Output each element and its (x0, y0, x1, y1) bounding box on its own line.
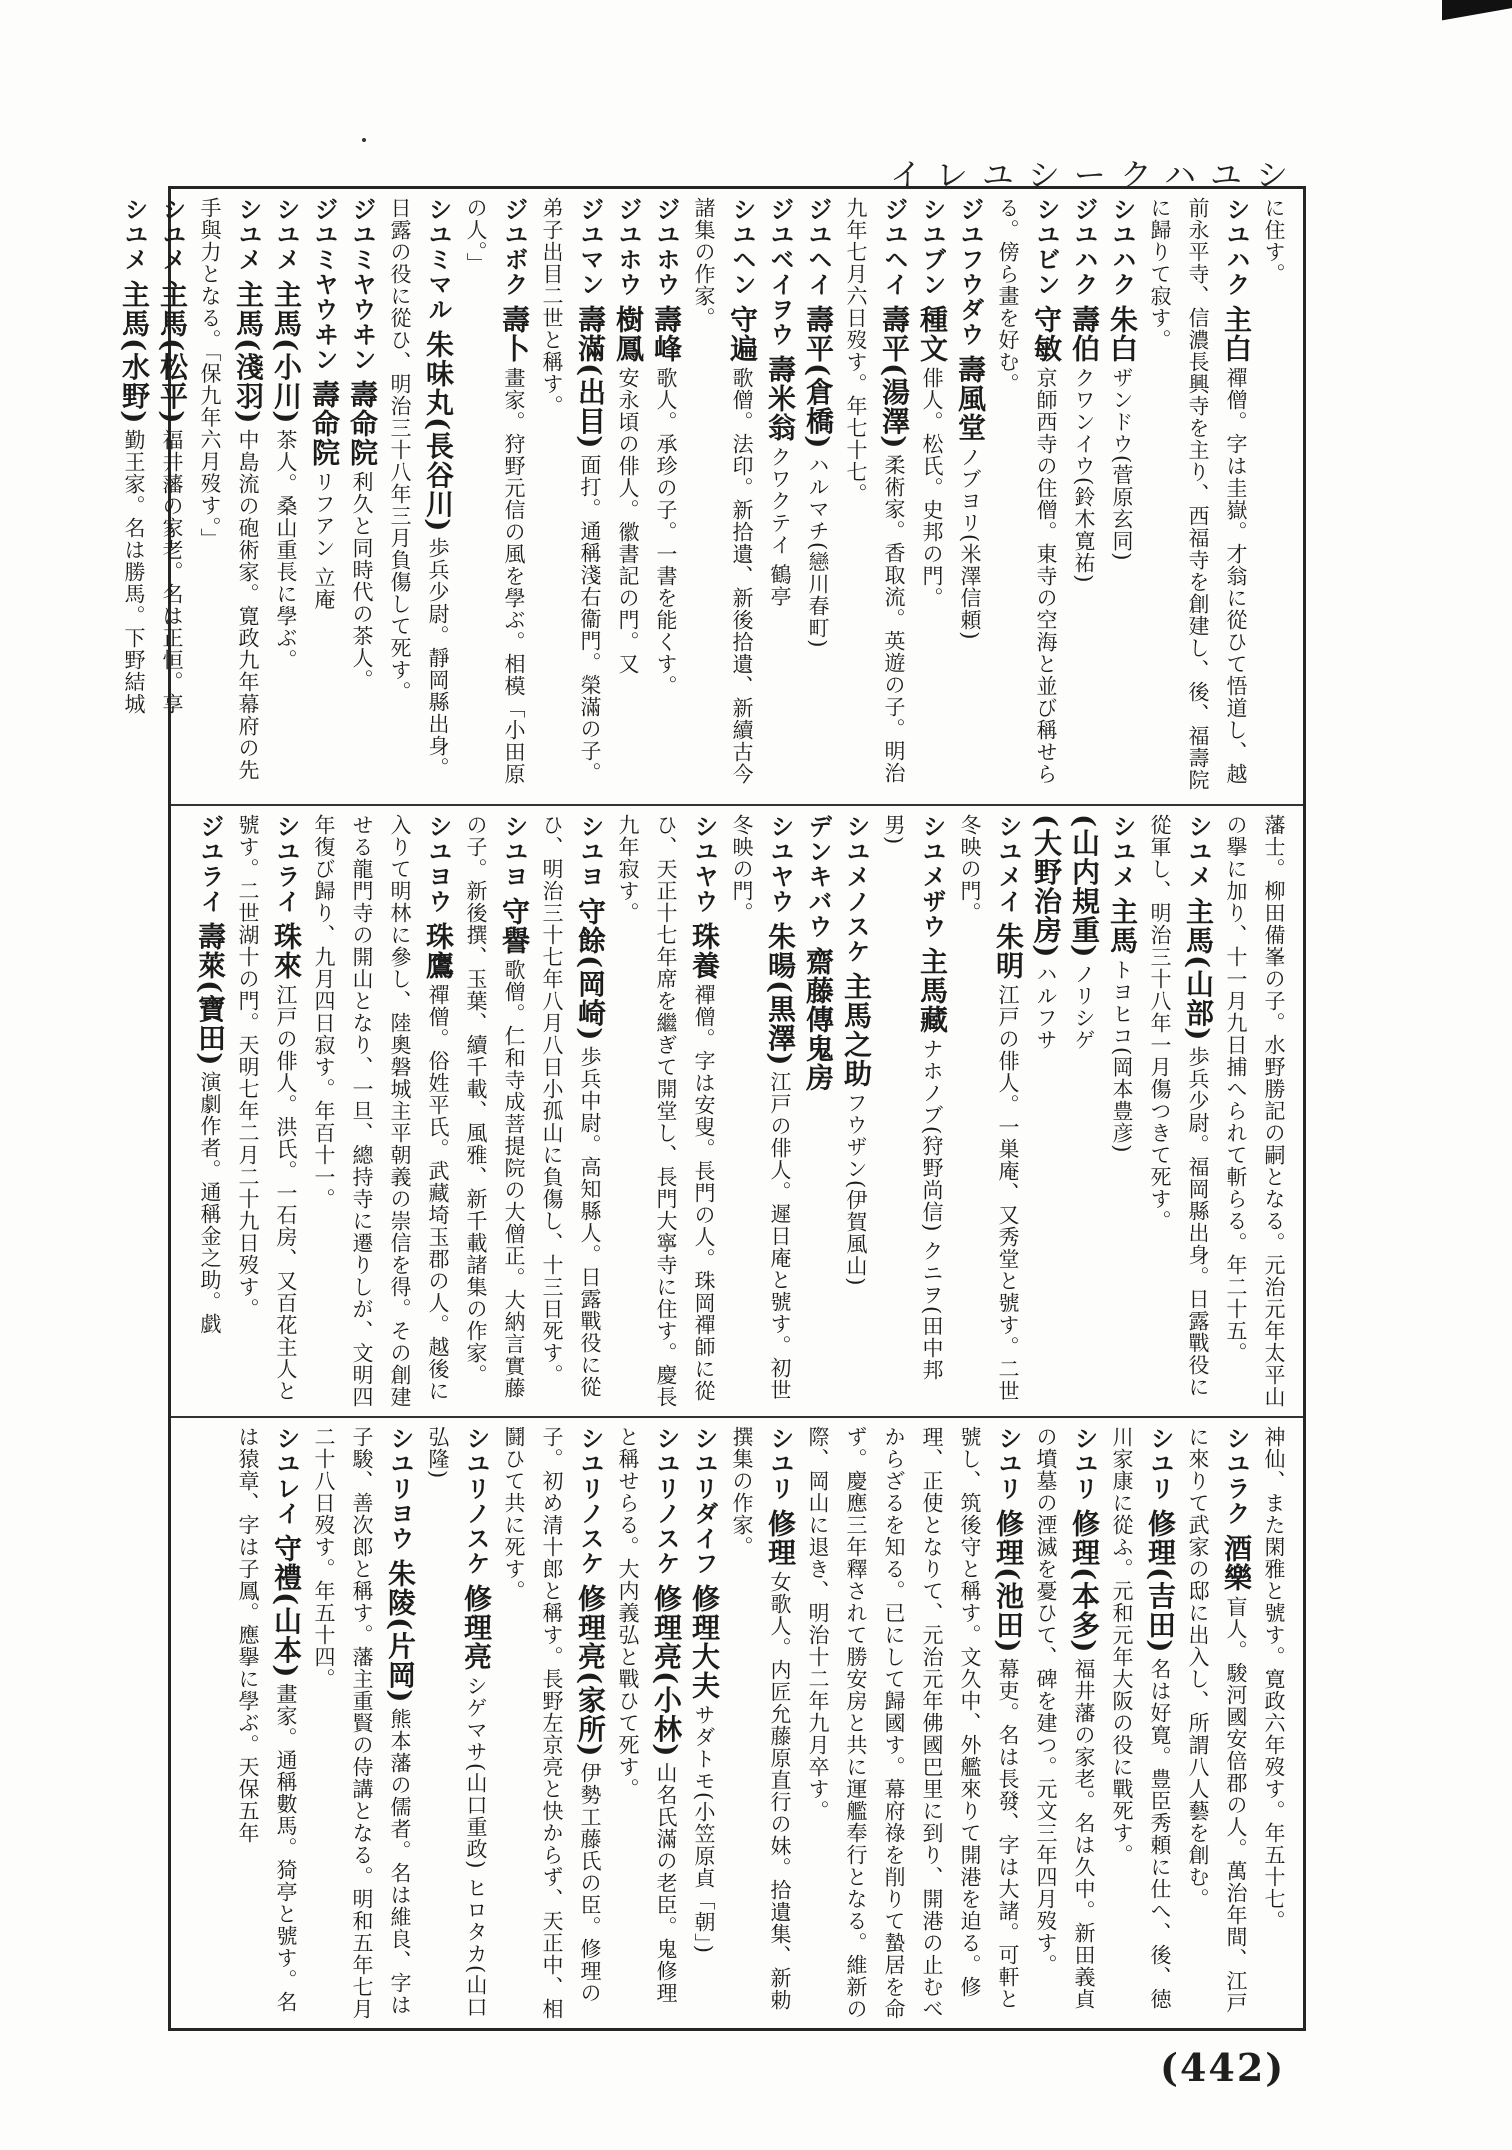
entry-headword: 壽米翁 (764, 355, 797, 442)
dictionary-entry (533, 814, 609, 1408)
entry-headword: 主馬(小川) (270, 280, 303, 425)
entry-description: フウザン(伊賀風山) (844, 1092, 868, 1287)
entry-headword: 壽滿(出目) (574, 305, 607, 450)
entry-headword: 主馬之助 (840, 972, 873, 1088)
entry-reading: シユミマル (424, 197, 452, 322)
dictionary-entry (1141, 197, 1255, 796)
entry-reading: シユブン (918, 197, 946, 297)
entry-reading: デンキバウ (804, 814, 832, 939)
entry-description: トヨヒコ(岡本豊彦) (1110, 959, 1134, 1154)
entry-headword: 修理亮 (460, 1584, 493, 1671)
entry-description: クワンイウ(鈴木寛祐) (1072, 367, 1096, 584)
entry-reading: シユハク (1222, 197, 1250, 297)
entry-headword: 修理亮(小林) (650, 1584, 683, 1758)
entry-reading: シユハク (1108, 197, 1136, 297)
dictionary-entry (1027, 1426, 1103, 2020)
entry-reading: シユメ (1108, 814, 1136, 889)
entry-reading: ジユミヤウヰン (310, 197, 338, 372)
entry-reading: シユヤウ (690, 814, 718, 914)
entry-headword: 修理(池田) (992, 1509, 1025, 1654)
entry-reading: シユリノスケ (652, 1426, 680, 1576)
entry-reading: ジユホウ (614, 197, 642, 297)
dictionary-entry (1141, 814, 1217, 1408)
dictionary-entry (761, 197, 799, 796)
entry-description: 畫家。狩野元信の風を學ぶ。相模「小田原の人。」 (464, 197, 526, 785)
entry-description: シゲマサ(山口重政) ヒロタカ(山口弘隆) (426, 1426, 488, 2019)
dictionary-entry (837, 814, 875, 1408)
entry-headword: 壽萊(寶田) (194, 922, 227, 1067)
dictionary-entry (305, 1426, 419, 2020)
entry-description: ナホノブ(狩野尚信) クニヲ(田中邦男) (882, 814, 944, 1382)
entry-description: 江戸の俳人。遲日庵と號す。初世冬映の門。 (730, 814, 792, 1401)
entry-headword: 種文 (916, 305, 949, 363)
entry-headword: 修理大夫 (688, 1584, 721, 1700)
entry-headword: (大野治房) (1030, 814, 1063, 959)
entry-description: 面打。通稱淺右衞門。榮滿の子。弟子出目二世と稱す。 (540, 197, 602, 784)
dictionary-entry (343, 197, 381, 796)
dictionary-entry (305, 197, 343, 796)
entry-reading: シユヨ (500, 814, 528, 889)
dictionary-entry (305, 814, 457, 1408)
dictionary-entry (533, 197, 609, 796)
dictionary-entry (1065, 197, 1103, 796)
entry-description: クワクテイ 鶴亭 (768, 446, 792, 608)
entry-reading: ジユハク (1070, 197, 1098, 297)
entry-reading: シユリ (1070, 1426, 1098, 1501)
entry-description: 柔術家。香取流。英遊の子。明治九年七月六日歿す。年七十七。 (844, 197, 906, 784)
entry-reading: シユリ (1146, 1426, 1174, 1501)
page-frame (118, 186, 1306, 2031)
entry-reading: シユライ (272, 814, 300, 914)
entry-headword: 修理 (764, 1509, 797, 1567)
entry-description: 利久と同時代の茶人。 (350, 471, 374, 691)
entry-reading: シユヨ (576, 814, 604, 889)
entry-headword: 壽平(湯澤) (878, 305, 911, 450)
dictionary-entry (723, 814, 799, 1408)
entry-headword: 珠養 (688, 922, 721, 980)
entry-headword: 壽伯 (1068, 305, 1101, 363)
entry-reading: シユメ (234, 197, 262, 272)
entry-description: 演劇作者。通稱金之助。戯 (198, 1070, 222, 1335)
entry-reading: ジユヘイ (804, 197, 832, 297)
dictionary-entry (229, 1426, 305, 2020)
entry-headword: 壽峰 (650, 305, 683, 363)
dictionary-entry (685, 197, 761, 796)
entry-description: 歩兵少尉。靜岡縣出身。日露の役に從ひ、明治三十八年三月負傷して死す。 (388, 197, 450, 779)
entry-description: 京師西寺の住僧。東寺の空海と並び稱せらる。傍ら畫を好む。 (996, 197, 1058, 785)
entry-headword: 守餘(岡崎) (574, 897, 607, 1042)
entry-reading: ジユライ (196, 814, 224, 914)
entry-description: 歌僧。法印。新拾遺、新後拾遺、新續古今諸集の作家。 (692, 197, 754, 785)
entry-description: 藩士。柳田備峯の子。水野勝記の嗣となる。元治元年太平山の擧に加り、十一月九日捕へられて斬らる。年二十五。 (1224, 814, 1286, 1408)
entry-description: に住す。 (1262, 197, 1286, 285)
entry-reading: シユレイ (272, 1426, 300, 1526)
entry-description: ザンドウ(菅原玄同) (1110, 367, 1134, 562)
entry-headword: 守譽 (498, 897, 531, 955)
entry-headword: 朱明 (992, 922, 1025, 980)
dictionary-entry (115, 197, 153, 796)
dictionary-entry (913, 197, 951, 796)
dictionary-entry (1027, 814, 1065, 1408)
entry-headword: 修理亮(家所) (574, 1584, 607, 1758)
entry-headword: 朱暘(黒澤) (764, 922, 797, 1067)
entry-description: 福井藩の家老。名は正恒。享 (160, 428, 184, 715)
entry-reading: シユヘン (728, 197, 756, 297)
tier-lower (171, 1416, 1303, 2028)
entry-description: 禪僧。字は安叟。長門の人。珠岡禪師に從ひ、天正十七年席を繼ぎて開堂し、長門大寧寺に住す。慶長九年寂す。 (616, 814, 716, 1408)
dictionary-entry (1103, 814, 1141, 1408)
entry-description: 禪僧。字は圭嶽。才翁に從ひて悟道し、越前永平寺、信濃長興寺を主り、西福寺を創建し、後、福壽院に歸りて寂す。 (1148, 197, 1248, 791)
entry-headword: 齋藤傳鬼房 (802, 947, 835, 1092)
entry-reading: ジユベイヲウ (766, 197, 794, 347)
entry-headword: 守敏 (1030, 305, 1063, 363)
entry-description: リフアン 立庵 (312, 471, 336, 611)
entry-description: 歌僧。仁和寺成菩提院の大僧正。大納言實藤の子。新後撰、玉葉、續千載、風雅、新千載諸集の作家。 (464, 814, 526, 1399)
entry-headword: 主馬(水野) (118, 280, 151, 425)
dictionary-entry (799, 814, 837, 1408)
entry-headword: 壽平(倉橋) (802, 305, 835, 450)
entry-description: 名は好寛。豊臣秀頼に仕へ、後、徳川家康に從ふ。元和元年大阪の役に戰死す。 (1110, 1426, 1172, 2010)
entry-reading: シユビン (1032, 197, 1060, 297)
entry-headword: 朱陵(片岡) (384, 1559, 417, 1704)
entry-description: ノリシゲ (1072, 962, 1096, 1051)
entry-reading: シユリダイフ (690, 1426, 718, 1576)
dictionary-entry (495, 1426, 609, 2020)
dictionary-entry (951, 197, 989, 796)
dictionary-entry (875, 814, 951, 1408)
entry-description: 福井藩の家老。名は久中。新田義貞の墳墓の湮滅を憂ひて、碑を建つ。元文三年四月歿す。 (1034, 1426, 1096, 2010)
entry-description: 江戸の俳人。一巣庵、又秀堂と號す。二世冬映の門。 (958, 814, 1020, 1402)
entry-headword: 樹鳳 (612, 305, 645, 363)
entry-headword: 壽命院 (346, 380, 379, 467)
entry-reading: シユメノスケ (842, 814, 870, 964)
entry-headword: 主馬藏 (916, 947, 949, 1034)
dictionary-entry (1103, 1426, 1179, 2020)
entry-reading: シユリ (994, 1426, 1022, 1501)
dictionary-entry (457, 197, 533, 796)
entry-headword: 朱白 (1106, 305, 1139, 363)
entry-headword: 壽風堂 (954, 355, 987, 442)
entry-description: 茶人。桑山重長に學ぶ。 (274, 428, 298, 671)
entry-description: 歩兵少尉。福岡縣出身。日露戰役に從軍し、明治三十八年一月傷つきて死す。 (1148, 814, 1210, 1398)
entry-description: 勤王家。名は勝馬。下野結城 (122, 428, 146, 715)
dictionary-entry (951, 814, 1027, 1408)
tier-middle (171, 804, 1303, 1416)
dictionary-entry (799, 1426, 1027, 2020)
entry-description: 畫家。通稱數馬。猗亭と號す。名は猿章、字は子鳳。應擧に學ぶ。天保五年 (236, 1426, 298, 2013)
scan-dot (362, 138, 366, 142)
entry-headword: (山内規重) (1068, 814, 1101, 959)
entry-reading: ジユマン (576, 197, 604, 297)
entry-reading: シユメ (120, 197, 148, 272)
entry-headword: 主馬(松平) (156, 280, 189, 425)
entry-reading: シユメ (1184, 814, 1212, 889)
entry-reading: シユメ (272, 197, 300, 272)
entry-headword: 朱味丸(長谷川) (422, 330, 455, 533)
dictionary-entry (609, 1426, 685, 2020)
dictionary-entry (609, 197, 647, 796)
entry-description: サダトモ(小笠原貞「朝」) (692, 1704, 716, 1954)
dictionary-entry (837, 197, 913, 796)
entry-headword: 守遍 (726, 305, 759, 363)
dictionary-entry (1103, 197, 1141, 796)
entry-description: 山名氏滿の老臣。鬼修理と稱せらる。大内義弘と戰ひて死す。 (616, 1426, 678, 2004)
entry-reading: シユリノスケ (576, 1426, 604, 1576)
entry-reading: ジユボク (500, 197, 528, 297)
entry-description: 幕吏。名は長發、字は大諸。可軒と號し、筑後守と稱す。文久中、外艦來りて開港を迫る。修理、正使となりて、元治元年佛國巴里に到り、開港の止むべからざるを知る。已にして歸國す。幕府祿を削りて蟄居を命ず。慶應三年釋されて勝安房と共に運艦奉行となる。維新の際、岡山に退き、明治十二年九月卒す。 (806, 1426, 1020, 2020)
entry-description: ハルマチ(戀川春町) (806, 453, 830, 648)
dictionary-entry (989, 197, 1065, 796)
entry-description: 歩兵中尉。高知縣人。日露戰役に從ひ、明治三十七年八月八日小孤山に負傷し、十三日死す。 (540, 814, 602, 1398)
entry-reading: ジユフウダウ (956, 197, 984, 347)
corner-scan-mark (1442, 0, 1512, 38)
dictionary-entry (1179, 1426, 1255, 2020)
dictionary-entry (419, 1426, 495, 2020)
dictionary-entry (267, 197, 305, 796)
entry-headword: 主馬(淺羽) (232, 280, 265, 425)
entry-headword: 壽命院 (308, 380, 341, 467)
entry-reading: ジユホウ (652, 197, 680, 297)
entry-headword: 主馬(山部) (1182, 897, 1215, 1042)
tier-upper (118, 189, 1303, 804)
dictionary-entry (229, 814, 305, 1408)
entry-description: 中島流の砲術家。寛政九年幕府の先手與力となる。「保九年六月歿す。」 (198, 197, 260, 781)
entry-description: 熊本藩の儒者。名は維良、字は子駿、善次郎と稱す。藩主重賢の侍講となる。明和五年七月二十八日歿す。年五十四。 (312, 1426, 412, 2020)
dictionary-entry (153, 197, 191, 796)
dictionary-entry (609, 814, 723, 1408)
entry-reading: シユメ (158, 197, 186, 272)
entry-description: 神仙、また閑雅と號す。寛政六年歿す。年五十七。 (1262, 1426, 1286, 1932)
dictionary-entry (381, 197, 457, 796)
dictionary-entry (647, 197, 685, 796)
entry-reading: シユメイ (994, 814, 1022, 914)
running-header-kana: イレユシークハユシ (889, 156, 1302, 194)
entry-reading: ジユヘイ (880, 197, 908, 297)
entry-reading: シユリ (766, 1426, 794, 1501)
entry-headword: 主白 (1220, 305, 1253, 363)
dictionary-entry (191, 814, 229, 1408)
entry-description: 俳人。松氏。史邦の門。 (920, 367, 944, 609)
entry-headword: 主馬 (1106, 897, 1139, 955)
entry-reading: シユヤウ (766, 814, 794, 914)
entry-description: 禪僧。俗姓平氏。武藏埼玉郡の人。越後に入りて明林に參し、陸奧磐城主平朝義の崇信を得。その創建せる龍門寺の開山となり、一旦、總持寺に遷りしが、文明四年復び歸り、九月四日寂す。年百十一。 (312, 814, 450, 1408)
page-number: (442) (1160, 2045, 1286, 2090)
dictionary-entry (457, 814, 533, 1408)
entry-reading: シユラク (1222, 1426, 1250, 1526)
entry-reading: シユメザウ (918, 814, 946, 939)
entry-reading: シユリノスケ (462, 1426, 490, 1576)
entry-reading: シユリヨウ (386, 1426, 414, 1551)
entry-headword: 壽卜 (498, 305, 531, 363)
entry-headword: 守禮(山本) (270, 1534, 303, 1679)
entry-description: 女歌人。内匠允藤原直行の妹。拾遺集、新勅撰集の作家。 (730, 1426, 792, 2011)
dictionary-entry (191, 197, 267, 796)
entry-description: ハルフサ (1034, 962, 1058, 1051)
dictionary-entry (1217, 814, 1293, 1408)
dictionary-entry (685, 1426, 723, 2020)
entry-reading: ジユミヤウヰン (348, 197, 376, 372)
entry-description: ノブヨリ(米澤信頼) (958, 446, 982, 641)
entry-reading: シユヨウ (424, 814, 452, 914)
dictionary-entry (723, 1426, 799, 2020)
entry-headword: 修理(吉田) (1144, 1509, 1177, 1654)
dictionary-entry (1065, 814, 1103, 1408)
entry-description: 江戸の俳人。洪氏。一石房、又百花主人と號す。二世湖十の門。天明七年二月二十九日歿す。 (236, 814, 298, 1402)
entry-description: 歌人。承珍の子。一書を能くす。 (654, 367, 678, 697)
entry-headword: 酒樂 (1220, 1534, 1253, 1592)
entry-description: 安永頃の俳人。徽書記の門。又 (616, 367, 640, 675)
dictionary-entry (1255, 197, 1293, 796)
entry-description: 伊勢工藤氏の臣。修理の子。初め清十郎と稱す。長野左京亮と快からず、天正中、相鬪ひて共に死す。 (502, 1426, 602, 2020)
dictionary-entry (1255, 1426, 1293, 2020)
dictionary-entry (799, 197, 837, 796)
entry-headword: 修理(本多) (1068, 1509, 1101, 1654)
entry-description: 盲人。駿河國安倍郡の人。萬治年間、江戸に來りて武家の邸に出入し、所謂八人藝を創む。 (1186, 1426, 1248, 2014)
entry-headword: 珠來 (270, 922, 303, 980)
entry-headword: 珠鷹 (422, 922, 455, 980)
